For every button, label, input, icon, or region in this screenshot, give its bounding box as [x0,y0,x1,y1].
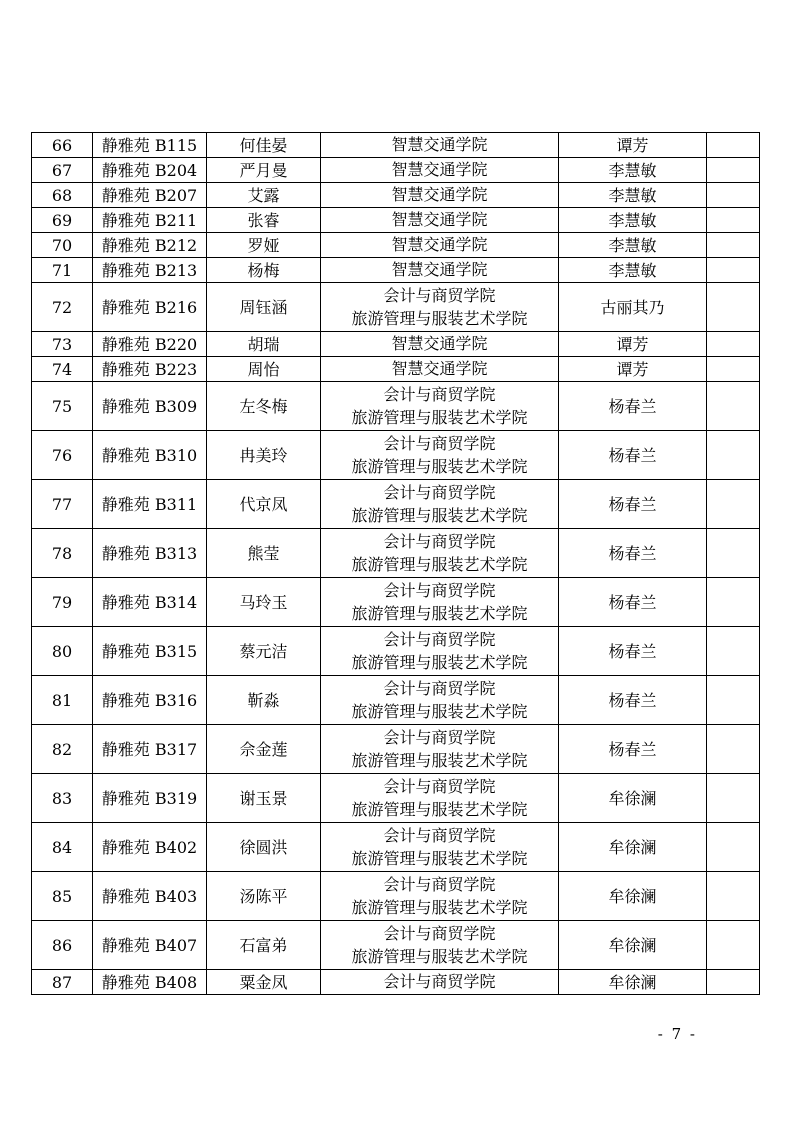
row-number-cell: 66 [32,133,93,158]
college-name: 旅游管理与服装艺术学院 [351,555,528,574]
row-number-cell: 87 [32,970,93,995]
college-cell [321,357,559,382]
college-name: 会计与商贸学院 [383,776,496,796]
teacher-cell: 杨春兰 [559,382,707,431]
teacher-cell: 杨春兰 [559,529,707,578]
college-name: 旅游管理与服装艺术学院 [351,408,528,427]
table-row [32,233,760,258]
college-name: 会计与商贸学院 [383,384,496,404]
room-cell: 静雅苑 B314 [93,578,207,627]
teacher-cell: 牟徐澜 [559,970,707,995]
college-name: 智慧交通学院 [391,260,488,280]
table-row [32,382,760,431]
remark-cell [707,774,760,823]
name-cell: 徐圆洪 [207,823,321,872]
college-name: 会计与商贸学院 [383,972,496,992]
college-cell [321,970,559,995]
room-cell: 静雅苑 B207 [93,183,207,208]
teacher-cell: 牟徐澜 [559,823,707,872]
name-cell: 熊莹 [207,529,321,578]
remark-cell [707,382,760,431]
remark-cell [707,332,760,357]
dormitory-roster-table [31,132,760,995]
name-cell: 何佳晏 [207,133,321,158]
room-cell: 静雅苑 B211 [93,208,207,233]
table-row [32,208,760,233]
row-number-cell: 73 [32,332,93,357]
room-cell: 静雅苑 B220 [93,332,207,357]
room-cell: 静雅苑 B204 [93,158,207,183]
row-number-cell: 68 [32,183,93,208]
row-number-cell: 75 [32,382,93,431]
college-cell [321,233,559,258]
college-cell [321,627,559,676]
college-cell [321,258,559,283]
page-number: - 7 - [657,1025,697,1043]
room-cell: 静雅苑 B407 [93,921,207,970]
room-cell: 静雅苑 B115 [93,133,207,158]
room-cell: 静雅苑 B216 [93,283,207,332]
college-cell [321,283,559,332]
remark-cell [707,283,760,332]
college-name: 会计与商贸学院 [383,433,496,453]
room-cell: 静雅苑 B212 [93,233,207,258]
table-row [32,578,760,627]
teacher-cell: 牟徐澜 [559,921,707,970]
name-cell: 代京凤 [207,480,321,529]
college-name: 智慧交通学院 [391,210,488,230]
teacher-cell: 杨春兰 [559,480,707,529]
name-cell: 石富弟 [207,921,321,970]
remark-cell [707,258,760,283]
row-number-cell: 85 [32,872,93,921]
table-row [32,676,760,725]
name-cell: 靳淼 [207,676,321,725]
college-name: 会计与商贸学院 [383,727,496,747]
name-cell: 罗娅 [207,233,321,258]
college-cell [321,921,559,970]
table-row [32,823,760,872]
teacher-cell: 杨春兰 [559,725,707,774]
table-row [32,283,760,332]
table-row [32,357,760,382]
table-row [32,872,760,921]
remark-cell [707,970,760,995]
college-name: 旅游管理与服装艺术学院 [351,653,528,672]
college-cell [321,382,559,431]
row-number-cell: 78 [32,529,93,578]
college-cell [321,133,559,158]
teacher-cell: 牟徐澜 [559,872,707,921]
name-cell: 蔡元洁 [207,627,321,676]
teacher-cell: 杨春兰 [559,676,707,725]
row-number-cell: 79 [32,578,93,627]
name-cell: 艾露 [207,183,321,208]
teacher-cell: 谭芳 [559,332,707,357]
remark-cell [707,431,760,480]
college-name: 会计与商贸学院 [383,482,496,502]
college-name: 会计与商贸学院 [383,285,496,305]
college-name: 智慧交通学院 [391,235,488,255]
remark-cell [707,133,760,158]
college-name: 会计与商贸学院 [383,531,496,551]
teacher-cell: 谭芳 [559,133,707,158]
room-cell: 静雅苑 B319 [93,774,207,823]
name-cell: 粟金凤 [207,970,321,995]
college-name: 会计与商贸学院 [383,874,496,894]
room-cell: 静雅苑 B223 [93,357,207,382]
teacher-cell: 古丽其乃 [559,283,707,332]
table-row [32,970,760,995]
table-row [32,627,760,676]
room-cell: 静雅苑 B213 [93,258,207,283]
name-cell: 张睿 [207,208,321,233]
row-number-cell: 67 [32,158,93,183]
row-number-cell: 72 [32,283,93,332]
college-cell [321,676,559,725]
room-cell: 静雅苑 B317 [93,725,207,774]
college-cell [321,332,559,357]
room-cell: 静雅苑 B313 [93,529,207,578]
row-number-cell: 83 [32,774,93,823]
college-cell [321,774,559,823]
room-cell: 静雅苑 B309 [93,382,207,431]
college-name: 旅游管理与服装艺术学院 [351,506,528,525]
table-row [32,431,760,480]
name-cell: 严月曼 [207,158,321,183]
college-name: 会计与商贸学院 [383,825,496,845]
college-cell [321,823,559,872]
teacher-cell: 杨春兰 [559,431,707,480]
college-cell [321,480,559,529]
remark-cell [707,183,760,208]
teacher-cell: 李慧敏 [559,233,707,258]
college-name: 旅游管理与服装艺术学院 [351,947,528,966]
row-number-cell: 80 [32,627,93,676]
college-name: 旅游管理与服装艺术学院 [351,800,528,819]
room-cell: 静雅苑 B310 [93,431,207,480]
table-row [32,183,760,208]
college-name: 智慧交通学院 [391,135,488,155]
college-name: 智慧交通学院 [391,160,488,180]
row-number-cell: 71 [32,258,93,283]
name-cell: 汤陈平 [207,872,321,921]
row-number-cell: 86 [32,921,93,970]
remark-cell [707,921,760,970]
name-cell: 左冬梅 [207,382,321,431]
room-cell: 静雅苑 B408 [93,970,207,995]
table-row [32,774,760,823]
teacher-cell: 杨春兰 [559,578,707,627]
roster-body [32,133,760,995]
teacher-cell: 牟徐澜 [559,774,707,823]
teacher-cell: 李慧敏 [559,208,707,233]
teacher-cell: 谭芳 [559,357,707,382]
college-cell [321,431,559,480]
college-cell [321,158,559,183]
row-number-cell: 81 [32,676,93,725]
table-row [32,158,760,183]
table-row [32,529,760,578]
college-name: 旅游管理与服装艺术学院 [351,898,528,917]
teacher-cell: 李慧敏 [559,258,707,283]
college-name: 会计与商贸学院 [383,629,496,649]
name-cell: 周怡 [207,357,321,382]
college-cell [321,529,559,578]
remark-cell [707,208,760,233]
row-number-cell: 77 [32,480,93,529]
remark-cell [707,676,760,725]
teacher-cell: 杨春兰 [559,627,707,676]
college-name: 旅游管理与服装艺术学院 [351,849,528,868]
name-cell: 胡瑞 [207,332,321,357]
name-cell: 杨梅 [207,258,321,283]
name-cell: 佘金莲 [207,725,321,774]
row-number-cell: 84 [32,823,93,872]
college-name: 旅游管理与服装艺术学院 [351,309,528,328]
remark-cell [707,823,760,872]
remark-cell [707,480,760,529]
room-cell: 静雅苑 B402 [93,823,207,872]
remark-cell [707,725,760,774]
row-number-cell: 70 [32,233,93,258]
name-cell: 马玲玉 [207,578,321,627]
teacher-cell: 李慧敏 [559,183,707,208]
teacher-cell: 李慧敏 [559,158,707,183]
table-row [32,332,760,357]
college-cell [321,872,559,921]
table-row [32,921,760,970]
room-cell: 静雅苑 B316 [93,676,207,725]
row-number-cell: 82 [32,725,93,774]
table-row [32,480,760,529]
remark-cell [707,357,760,382]
college-name: 旅游管理与服装艺术学院 [351,751,528,770]
table-row [32,133,760,158]
row-number-cell: 74 [32,357,93,382]
college-name: 旅游管理与服装艺术学院 [351,457,528,476]
room-cell: 静雅苑 B403 [93,872,207,921]
room-cell: 静雅苑 B311 [93,480,207,529]
table-row [32,258,760,283]
college-name: 旅游管理与服装艺术学院 [351,702,528,721]
remark-cell [707,233,760,258]
college-name: 会计与商贸学院 [383,580,496,600]
remark-cell [707,529,760,578]
room-cell: 静雅苑 B315 [93,627,207,676]
name-cell: 谢玉景 [207,774,321,823]
college-cell [321,578,559,627]
college-cell [321,183,559,208]
row-number-cell: 76 [32,431,93,480]
remark-cell [707,158,760,183]
college-name: 旅游管理与服装艺术学院 [351,604,528,623]
row-number-cell: 69 [32,208,93,233]
name-cell: 冉美玲 [207,431,321,480]
remark-cell [707,578,760,627]
remark-cell [707,627,760,676]
table-row [32,725,760,774]
college-name: 智慧交通学院 [391,334,488,354]
college-name: 会计与商贸学院 [383,678,496,698]
college-name: 智慧交通学院 [391,359,488,379]
college-name: 智慧交通学院 [391,185,488,205]
college-name: 会计与商贸学院 [383,923,496,943]
remark-cell [707,872,760,921]
college-cell [321,725,559,774]
name-cell: 周钰涵 [207,283,321,332]
college-cell [321,208,559,233]
